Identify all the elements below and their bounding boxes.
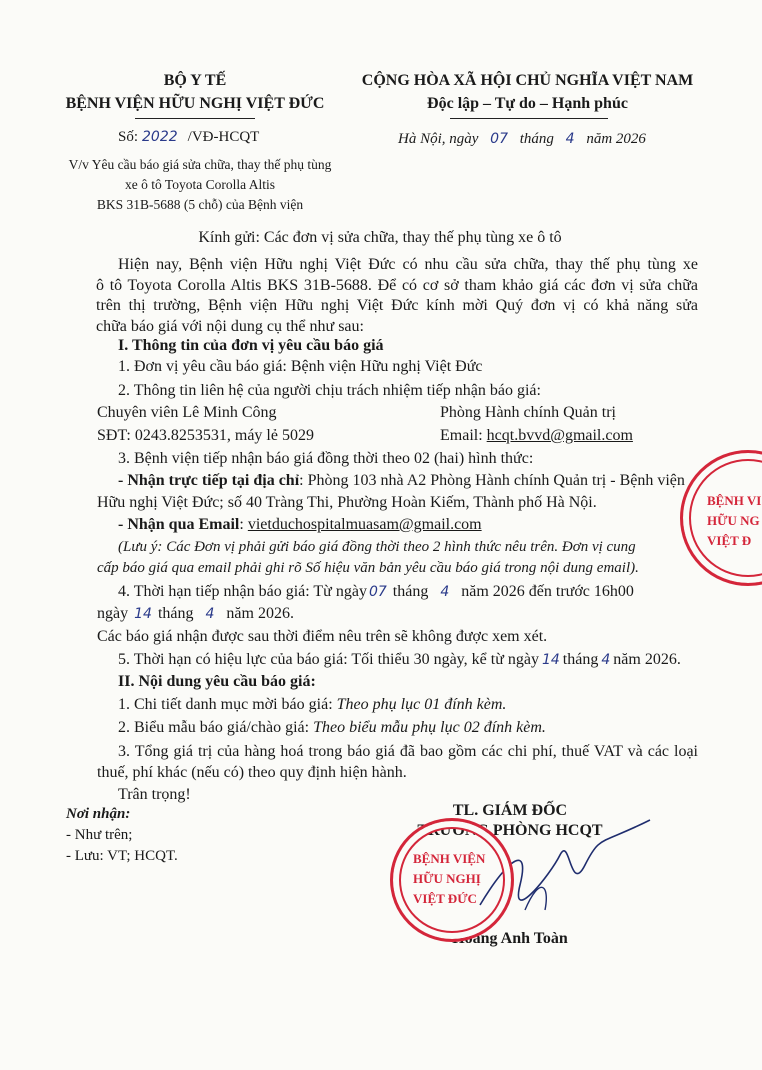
recipient-1: - Như trên; bbox=[66, 827, 133, 843]
contact-department: Phòng Hành chính Quản trị bbox=[440, 404, 616, 421]
document-number: Số: 2022 /VĐ-HCQT bbox=[118, 129, 260, 145]
date-day: 07 bbox=[490, 131, 508, 147]
place-date: Hà Nội, ngày 07 tháng 4 năm 2026 bbox=[398, 131, 646, 147]
section-1-item-1: 1. Đơn vị yêu cầu báo giá: Bệnh viện Hữu nghị Việt Đức bbox=[118, 358, 483, 375]
document-number-value: 2022 bbox=[142, 129, 178, 145]
ministry-name: BỘ Y TẾ bbox=[163, 72, 227, 89]
section-1-title: I. Thông tin của đơn vị yêu cầu báo giá bbox=[118, 337, 384, 354]
header-right-underline bbox=[450, 118, 608, 119]
submission-email-link[interactable]: vietduchospitalmuasam@gmail.com bbox=[247, 516, 482, 533]
section-1-item-5: 5. Thời hạn có hiệu lực của báo giá: Tối thiểu 30 ngày, kể từ ngày 14 tháng 4 năm 2026. bbox=[118, 651, 681, 668]
note-line-2: cấp báo giá qua email phải ghi rõ Số hiệu văn bản yêu cầu báo giá trong nội dung email). bbox=[97, 560, 639, 576]
section-2-item-1: 1. Chi tiết danh mục mời báo giá: Theo phụ lục 01 đính kèm. bbox=[118, 696, 507, 713]
section-1-item-3: 3. Bệnh viện tiếp nhận báo giá đồng thời theo 02 (hai) hình thức: bbox=[118, 450, 534, 467]
direct-submission-line: - Nhận trực tiếp tại địa chỉ: Phòng 103 nhà A2 Phòng Hành chính Quản trị - Bệnh viện bbox=[118, 472, 685, 489]
section-1-item-2: 2. Thông tin liên hệ của người chịu trách nhiệm tiếp nhận báo giá: bbox=[118, 382, 541, 399]
nation-name: CỘNG HÒA XÃ HỘI CHỦ NGHĨA VIỆT NAM bbox=[361, 72, 694, 89]
section-1-item-4-deadline: ngày 14 tháng 4 năm 2026. bbox=[97, 605, 294, 622]
recipients-title: Nơi nhận: bbox=[66, 806, 131, 822]
date-month: 4 bbox=[565, 131, 575, 147]
contact-email-line: Email: hcqt.bvvd@gmail.com bbox=[440, 427, 633, 444]
signature-seal: BỆNH VIỆN HỮU NGHỊ VIỆT ĐỨC bbox=[390, 818, 514, 942]
section-2-item-3: 3. Tổng giá trị của hàng hoá trong báo giá đã bao gồm các chi phí, thuế VAT và các loại thuế, phí khác (nếu có) theo quy định hiện hành. bbox=[97, 743, 698, 781]
contact-email-link[interactable]: hcqt.bvvd@gmail.com bbox=[486, 427, 633, 444]
hospital-name: BỆNH VIỆN HỮU NGHỊ VIỆT ĐỨC bbox=[65, 95, 325, 112]
section-2-item-2: 2. Biểu mẫu báo giá/chào giá: Theo biểu mẫu phụ lục 02 đính kèm. bbox=[118, 719, 546, 736]
closing: Trân trọng! bbox=[118, 786, 191, 803]
intro-paragraph: Hiện nay, Bệnh viện Hữu nghị Việt Đức có nhu cầu sửa chữa, thay thế phụ tùng xe ô tô Toyota Corolla Altis BKS 31B-5688. Để có cơ sở tham khảo giá các đơn vị sửa chữa trên thị trường, Bệnh viện Hữu nghị Việt Đức kính mời Quý đơn vị có khả năng sửa chữa báo giá với nội dung cụ thể như sau: bbox=[96, 256, 698, 335]
subject-block: V/v Yêu cầu báo giá sửa chữa, thay thế phụ tùng xe ô tô Toyota Corolla Altis BKS 31B-5688 (5 chỗ) của Bệnh viện bbox=[68, 157, 332, 212]
direct-submission-address: Hữu nghị Việt Đức; số 40 Tràng Thi, Phường Hoàn Kiếm, Thành phố Hà Nội. bbox=[97, 494, 597, 511]
edge-seal: BỆNH VI HỮU NG VIỆT Đ bbox=[680, 450, 762, 586]
section-2-title: II. Nội dung yêu cầu báo giá: bbox=[118, 673, 316, 690]
motto: Độc lập – Tự do – Hạnh phúc bbox=[427, 95, 628, 112]
signer-title-1: TL. GIÁM ĐỐC bbox=[452, 802, 568, 819]
recipient-2: - Lưu: VT; HCQT. bbox=[66, 848, 178, 864]
section-1-item-4: 4. Thời hạn tiếp nhận báo giá: Từ ngày 07 tháng 4 năm 2026 đến trước 16h00 bbox=[118, 583, 634, 600]
note-line-1: (Lưu ý: Các Đơn vị phải gửi báo giá đồng thời theo 2 hình thức nêu trên. Đơn vị cung bbox=[118, 539, 636, 555]
contact-name: Chuyên viên Lê Minh Công bbox=[97, 404, 277, 421]
section-1-item-4-note: Các báo giá nhận được sau thời điểm nêu trên sẽ không được xem xét. bbox=[97, 628, 548, 645]
contact-phone: SĐT: 0243.8253531, máy lẻ 5029 bbox=[97, 427, 314, 444]
greeting: Kính gửi: Các đơn vị sửa chữa, thay thế phụ tùng xe ô tô bbox=[198, 229, 562, 246]
signer-name: Hoàng Anh Toàn bbox=[452, 930, 568, 947]
email-submission-line: - Nhận qua Email: vietduchospitalmuasam@gmail.com bbox=[118, 516, 482, 533]
signer-title-2: TRƯỞNG PHÒNG HCQT bbox=[417, 822, 603, 839]
header-left-underline bbox=[135, 118, 255, 119]
